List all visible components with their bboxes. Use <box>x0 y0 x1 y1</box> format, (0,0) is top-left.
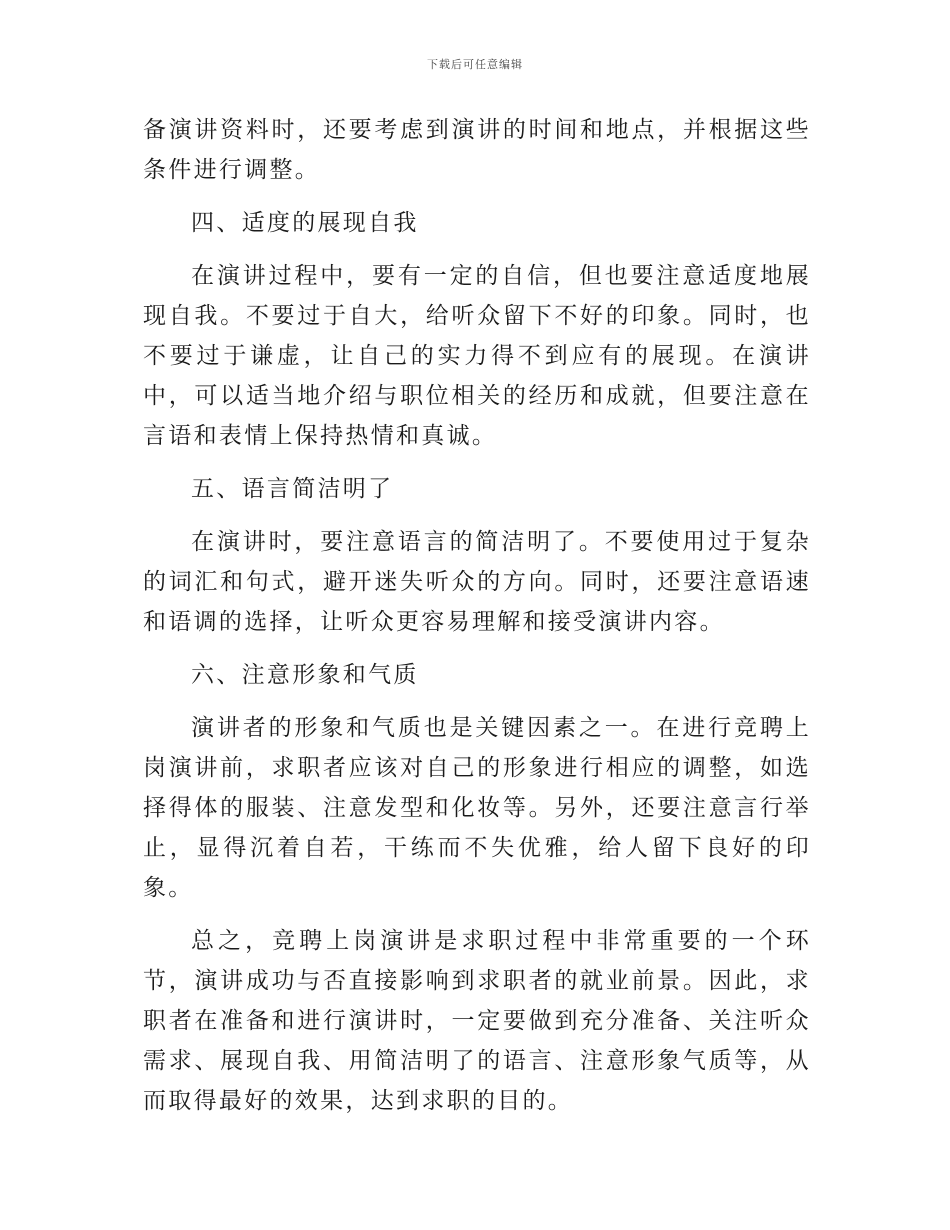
document-body <box>143 110 811 1134</box>
paragraph-continuation: 备演讲资料时，还要考虑到演讲的时间和地点，并根据这些条件进行调整。 <box>143 117 811 183</box>
paragraph-image: 演讲者的形象和气质也是关键因素之一。在进行竞聘上岗演讲前，求职者应该对自己的形象进行相应的调整，如选择得体的服装、注意发型和化妆等。另外，还要注意言行举止，显得沉着自若，干练而不失优雅，给人留下良好的印象。 <box>143 715 811 901</box>
section-heading-6: 六、注意形象和气质 <box>191 662 419 688</box>
paragraph-conclusion: 总之，竞聘上岗演讲是求职过程中非常重要的一个环节，演讲成功与否直接影响到求职者的就业前景。因此，求职者在准备和进行演讲时，一定要做到充分准备、关注听众需求、展现自我、用简洁明了的语言、注意形象气质等，从而取得最好的效果，达到求职的目的。 <box>143 928 811 1114</box>
paragraph-language: 在演讲时，要注意语言的简洁明了。不要使用过于复杂的词汇和句式，避开迷失听众的方向。同时，还要注意语速和语调的选择，让听众更容易理解和接受演讲内容。 <box>143 529 811 635</box>
page-header: 下载后可任意编辑 <box>427 58 523 71</box>
section-heading-4: 四、适度的展现自我 <box>191 210 419 236</box>
section-heading-5: 五、语言简洁明了 <box>191 476 394 502</box>
paragraph-self-presentation: 在演讲过程中，要有一定的自信，但也要注意适度地展现自我。不要过于自大，给听众留下不好的印象。同时，也不要过于谦虚，让自己的实力得不到应有的展现。在演讲中，可以适当地介绍与职位相关的经历和成就，但要注意在言语和表情上保持热情和真诚。 <box>143 263 811 449</box>
